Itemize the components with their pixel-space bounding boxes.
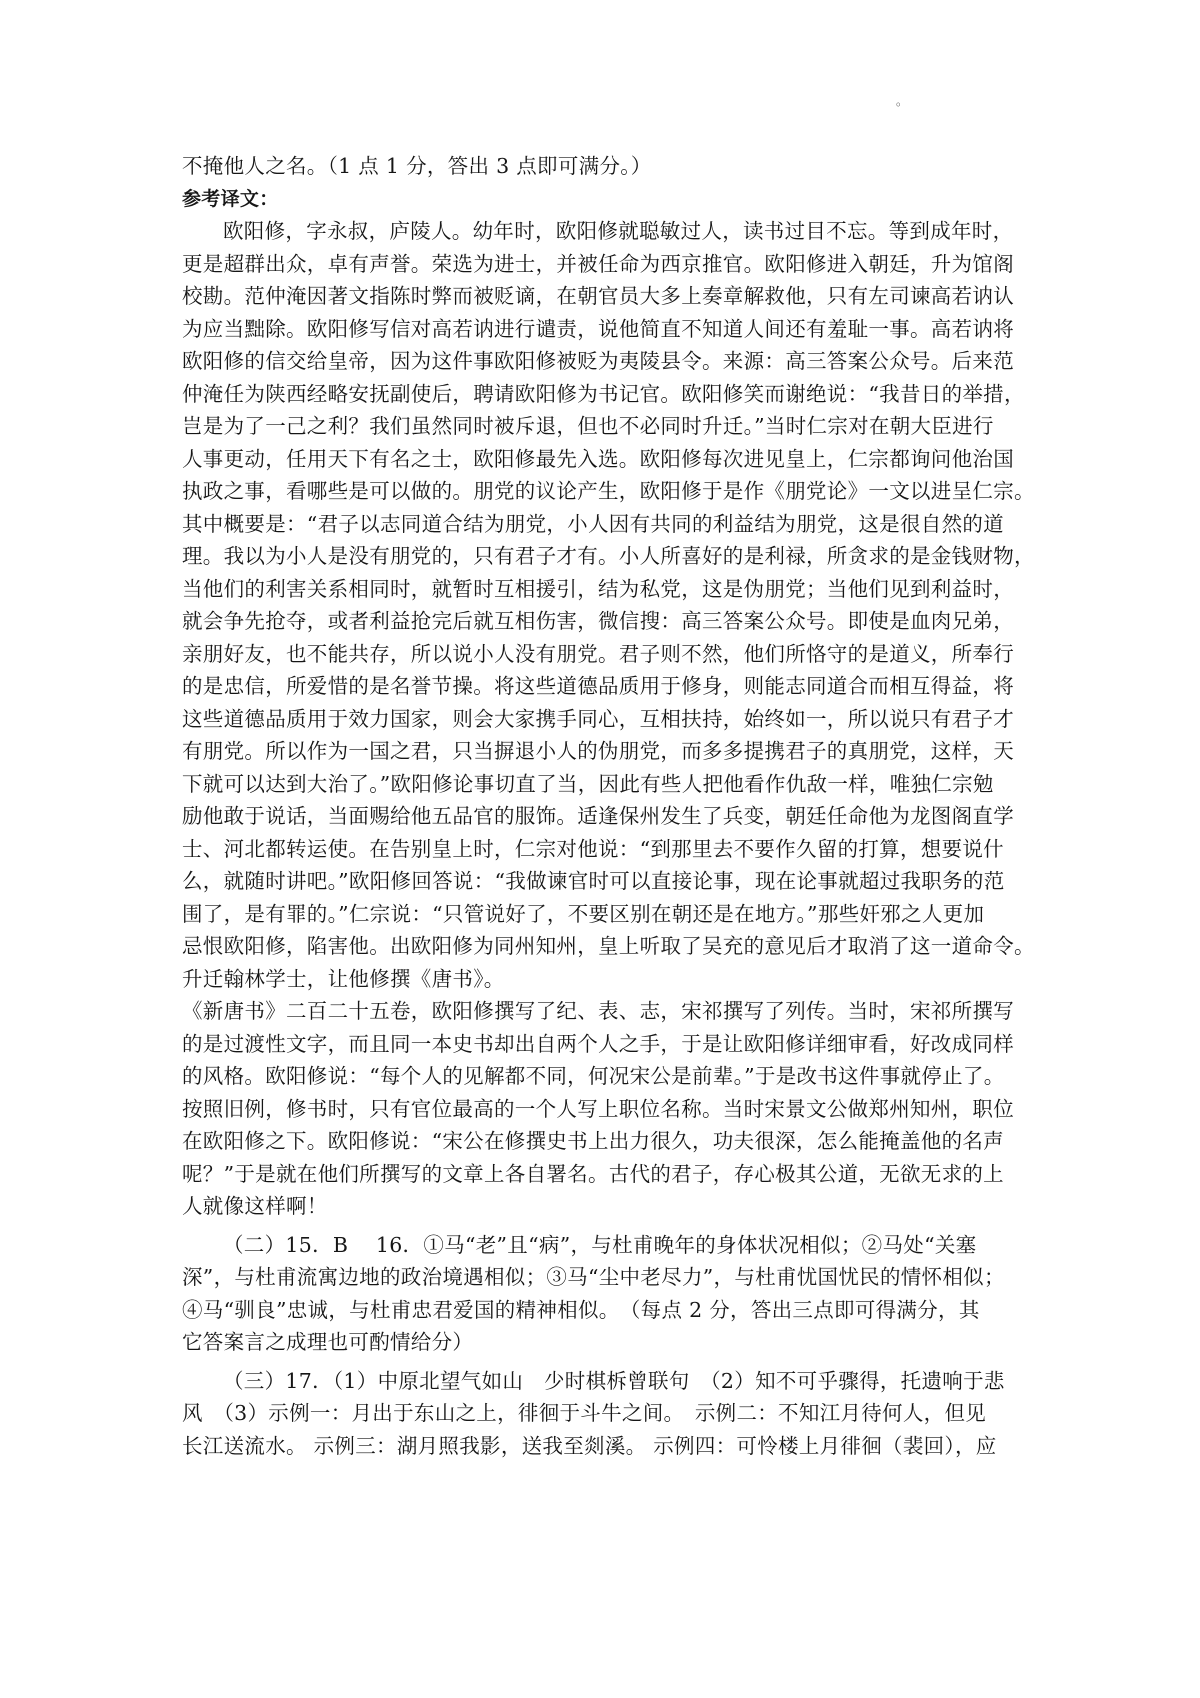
text-line: 这些道德品质用于效力国家，则会大家携手同心，互相扶持，始终如一，所以说只有君子才 [182,706,1014,731]
text-line: 围了，是有罪的。”仁宗说：“只管说好了，不要区别在朝还是在地方。”那些奸邪之人更加 [182,901,985,926]
answers-section-three [182,1365,1047,1463]
text-line: 欧阳修的信交给皇帝，因为这件事欧阳修被贬为夷陵县令。来源：高三答案公众号。后来范 [182,349,1014,373]
text-line: 在欧阳修之下。欧阳修说：“宋公在修撰史书上出力很久，功夫很深，怎么能掩盖他的名声 [182,1129,1004,1153]
text-line: 为应当黜除。欧阳修写信对高若讷进行谴责，说他简直不知道人间还有羞耻一事。高若讷将 [182,316,1014,341]
text-line: 就会争先抢夺，或者利益抢完后就互相伤害，微信搜：高三答案公众号。即使是血肉兄弟， [182,609,1014,633]
text-line: 的是忠信，所爱惜的是名誉节操。将这些道德品质用于修身，则能志同道合而相互得益，将 [182,674,1014,698]
text-line: 呢？”于是就在他们所撰写的文章上各自署名。古代的君子，存心极其公道，无欲无求的上 [182,1161,1004,1186]
text-line: 校勘。范仲淹因著文指陈时弊而被贬谪，在朝官员大多上奏章解救他，只有左司谏高若讷认 [182,284,1014,308]
text-line: 升迁翰林学士，让他修撰《唐书》。 [182,966,505,991]
corner-mark: 。 [896,94,909,108]
text-line: ④马“驯良”忠诚，与杜甫忠君爱国的精神相似。 （每点 2 分，答出三点即可得满分，其 [182,1297,980,1322]
text-line: 它答案言之成理也可酌情给分） [182,1330,474,1354]
text-line: 么，就随时讲吧。”欧阳修回答说：“我做谏官时可以直接论事，现在论事就超过我职务的范 [182,869,1005,893]
translation-heading: 参考译文： [182,187,279,210]
text-line: 仲淹任为陕西经略安抚副使后，聘请欧阳修为书记官。欧阳修笑而谢绝说：“我昔日的举措， [182,381,1025,406]
text-line: 下就可以达到大治了。”欧阳修论事切直了当，因此有些人把他看作仇敌一样，唯独仁宗勉 [182,771,994,796]
text-line: 更是超群出众，卓有声誉。荣选为进士，并被任命为西京推官。欧阳修进入朝廷，升为馆阁 [182,251,1014,276]
text-line: 人事更动，任用天下有名之士，欧阳修最先入选。欧阳修每次进见皇上，仁宗都询问他治国 [182,446,1014,471]
document-body [182,150,1047,1462]
xin-tang-shu-paragraph [182,995,1047,1223]
text-line: 忌恨欧阳修，陷害他。出欧阳修为同州知州，皇上听取了吴充的意见后才取消了这一道命令。 [182,934,1035,958]
text-line: 执政之事，看哪些是可以做的。朋党的议论产生，欧阳修于是作《朋党论》一文以进呈仁宗。 [182,479,1035,503]
text-line: 人就像这样啊！ [182,1194,328,1218]
text-line: 士、河北都转运使。在告别皇上时，仁宗对他说：“到那里去不要作久留的打算，想要说什 [182,836,1004,861]
text-line: 励他敢于说话，当面赐给他五品官的服饰。适逢保州发生了兵变，朝廷任命他为龙图阁直学 [182,804,1014,828]
text-line: 其中概要是：“君子以志同道合结为朋党，小人因有共同的利益结为朋党，这是很自然的道 [182,511,1004,536]
text-line: 有朋党。所以作为一国之君，只当摒退小人的伪朋党，而多多提携君子的真朋党，这样，天 [182,739,1014,763]
text-line: 理。我以为小人是没有朋党的，只有君子才有。小人所喜好的是利禄，所贪求的是金钱财物， [182,544,1035,568]
text-line: （三）17．（1）中原北望气如山 少时棋柝曾联句 （2）知不可乎骤得，托遗响于悲 [223,1368,1005,1393]
text-line: 长江送流水。 示例三：湖月照我影，送我至剡溪。 示例四：可怜楼上月徘徊（裴回），应 [182,1433,997,1458]
text-line: 当他们的利害关系相同时，就暂时互相援引，结为私党，这是伪朋党；当他们见到利益时， [182,576,1014,601]
text-line: （二）15．B 16．①马“老”且“病”，与杜甫晚年的身体状况相似；②马处“关塞 [223,1232,977,1257]
text-line: 风 （3）示例一：月出于东山之上，徘徊于斗牛之间。 示例二：不知江月待何人，但见 [182,1401,987,1425]
text-line: 深”，与杜甫流寓边地的政治境遇相似；③马“尘中老尽力”，与杜甫忧国忧民的情怀相似； [182,1265,1005,1289]
text-line: 岂是为了一己之利？我们虽然同时被斥退，但也不必同时升迁。”当时仁宗对在朝大臣进行 [182,414,994,438]
text-line: 欧阳修，字永叔，庐陵人。幼年时，欧阳修就聪敏过人，读书过目不忘。等到成年时， [223,219,1014,243]
text-line: 按照旧例，修书时，只有官位最高的一个人写上职位名称。当时宋景文公做郑州知州，职位 [182,1096,1014,1121]
text-line: 的风格。欧阳修说：“每个人的见解都不同，何况宋公是前辈。”于是改书这件事就停止了。 [182,1064,1005,1088]
translation-paragraph [182,215,1047,995]
text-line: 《新唐书》二百二十五卷，欧阳修撰写了纪、表、志，宋祁撰写了列传。当时，宋祁所撰写 [182,999,1014,1023]
text-line: 的是过渡性文字，而且同一本史书却出自两个人之手，于是让欧阳修详细审看，好改成同样 [182,1031,1014,1056]
text-line: 亲朋好友，也不能共存，所以说小人没有朋党。君子则不然，他们所恪守的是道义，所奉行 [182,641,1014,666]
answers-section-two [182,1229,1047,1359]
intro-line: 不掩他人之名。（1 点 1 分，答出 3 点即可满分。） [182,154,652,178]
